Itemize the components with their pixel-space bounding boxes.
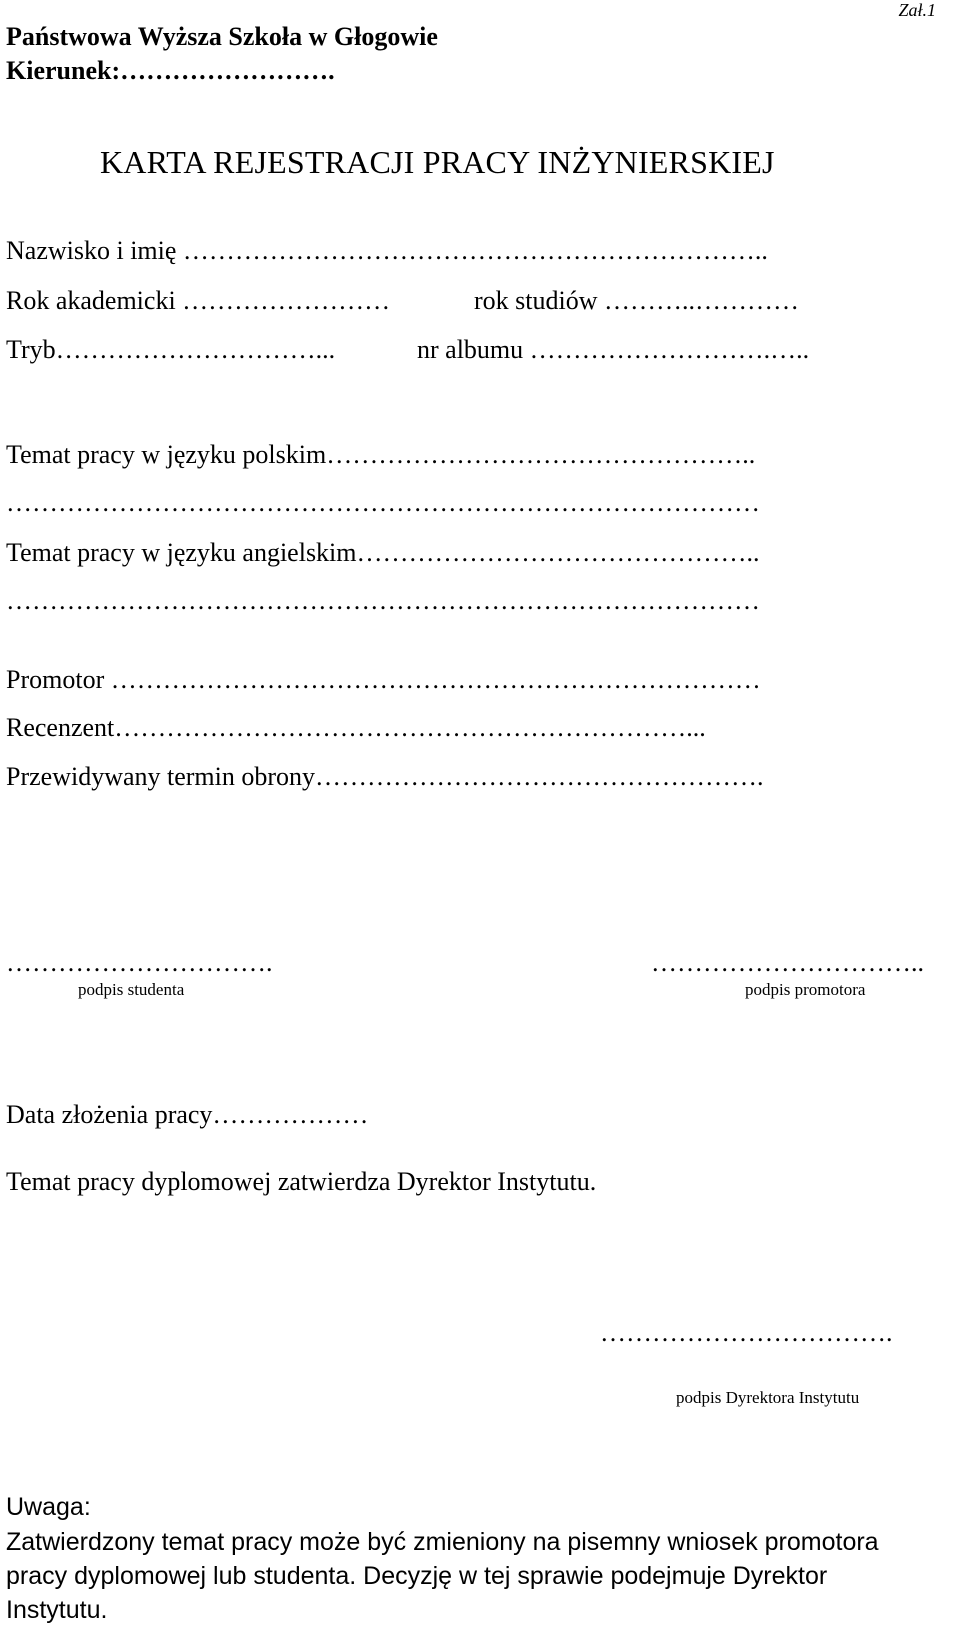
nazwisko-field: Nazwisko i imię ………………………………………………………….. (6, 236, 768, 265)
data-zlozenia-field: Data złożenia pracy……………… (6, 1100, 369, 1129)
promotor-signature-label: podpis promotora (745, 980, 866, 999)
temat-pl-field: Temat pracy w języku polskim………………………………………….. (6, 440, 756, 469)
promotor-signature-line: ………………………….. (651, 948, 924, 977)
tryb-field: Tryb…………………………... (6, 335, 336, 364)
rok-akademicki-field: Rok akademicki …………………… (6, 286, 391, 315)
temat-en-field: Temat pracy w języku angielskim……………………………………….. (6, 538, 760, 567)
termin-obrony-field: Przewidywany termin obrony……………………………………………. (6, 762, 764, 791)
note-line-3: Instytutu. (6, 1596, 108, 1624)
attachment-label: Zał.1 (898, 0, 936, 20)
school-name: Państwowa Wyższa Szkoła w Głogowie (6, 22, 438, 51)
student-signature-line: …………………………. (6, 948, 273, 977)
note-line-1: Zatwierdzony temat pracy może być zmieniony na pisemny wniosek promotora (6, 1528, 879, 1556)
recenzent-field: Recenzent…………………………………………………………... (6, 713, 706, 742)
page-title: KARTA REJESTRACJI PRACY INŻYNIERSKIEJ (100, 144, 775, 180)
dyrektor-signature-label: podpis Dyrektora Instytutu (676, 1388, 860, 1407)
nr-albumu-field: nr albumu ……………………….….. (417, 335, 810, 364)
zatwierdza-text: Temat pracy dyplomowej zatwierdza Dyrektor Instytutu. (6, 1167, 597, 1196)
note-line-2: pracy dyplomowej lub studenta. Decyzję w tej sprawie podejmuje Dyrektor (6, 1562, 828, 1590)
student-signature-label: podpis studenta (78, 980, 185, 999)
temat-en-continuation: …………………………………………………………………………… (6, 586, 760, 615)
temat-pl-continuation: …………………………………………………………………………… (6, 488, 760, 517)
rok-studiow-field: rok studiów ………..………… (474, 286, 799, 315)
dyrektor-signature-line: ……………………………. (600, 1318, 893, 1347)
promotor-field: Promotor ………………………………………………………………… (6, 665, 761, 694)
kierunek-field: Kierunek:……………………. (6, 56, 335, 85)
note-heading: Uwaga: (6, 1493, 91, 1521)
